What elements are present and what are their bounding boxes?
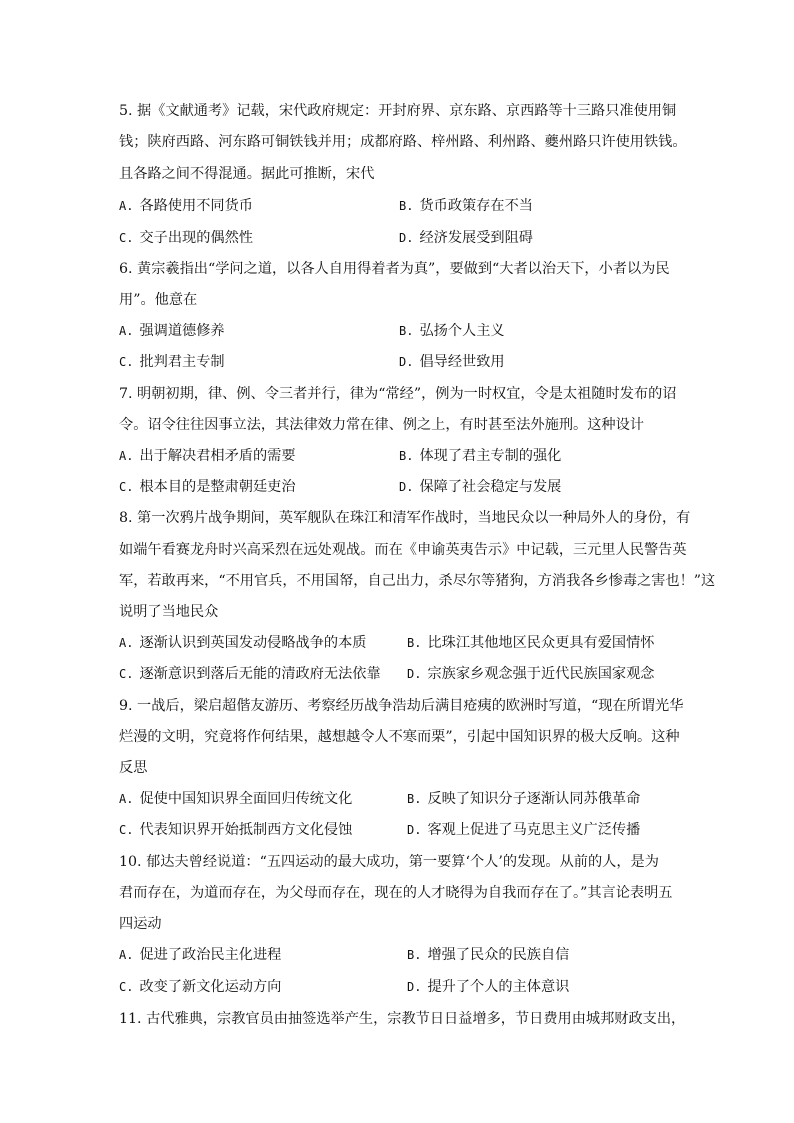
question-9-stem-line-1: 9. 一战后，梁启超偕友游历、考察经历战争浩劫后满目疮痍的欧洲时写道，“现在所谓光华	[119, 698, 684, 714]
option-letter: A.	[119, 199, 134, 213]
option-letter: D.	[407, 823, 422, 837]
option-text: 交子出现的偶然性	[139, 230, 253, 246]
option-text: 经济发展受到阻碍	[419, 230, 533, 246]
option-text: 根本目的是整肃朝廷吏治	[139, 479, 296, 495]
question-8-option-a[interactable]	[119, 633, 366, 653]
option-letter: D.	[407, 667, 422, 681]
option-letter: C.	[119, 231, 134, 245]
option-text: 弘扬个人主义	[419, 323, 505, 339]
option-letter: B.	[399, 449, 414, 463]
option-letter: B.	[399, 324, 414, 338]
question-10-option-a[interactable]	[119, 945, 281, 965]
option-letter: C.	[119, 355, 134, 369]
option-text: 强调道德修养	[139, 323, 225, 339]
question-8-option-c[interactable]	[119, 664, 381, 684]
option-letter: C.	[119, 823, 134, 837]
option-text: 比珠江其他地区民众更具有爱国情怀	[427, 635, 655, 651]
question-10-option-b[interactable]	[407, 945, 569, 965]
option-text: 保障了社会稳定与发展	[419, 479, 562, 495]
question-10-option-d[interactable]	[407, 977, 569, 997]
question-9-stem-line-2: 烂漫的文明，究竟将作何结果，越想越令人不寒而栗”，引起中国知识界的极大反响。这种	[119, 729, 680, 745]
option-letter: A.	[119, 792, 134, 806]
question-7-option-a[interactable]	[119, 446, 296, 466]
question-6-stem-line-2: 用”。他意在	[119, 292, 198, 308]
option-text: 宗族家乡观念强于近代民族国家观念	[427, 666, 655, 682]
question-7-stem-line-2: 令。诏令往往因事立法，其法律效力常在律、例之上，有时甚至法外施刑。这种设计	[119, 417, 644, 433]
option-letter: B.	[407, 948, 422, 962]
option-text: 客观上促进了马克思主义广泛传播	[427, 822, 641, 838]
question-5-stem-line-2: 钱；陕府西路、河东路可铜铁钱并用；成都府路、梓州路、利州路、夔州路只许使用铁钱。	[119, 134, 687, 150]
option-text: 促使中国知识界全面回归传统文化	[139, 791, 353, 807]
question-6-option-b[interactable]	[399, 321, 505, 341]
question-10-stem-line-1: 10. 郁达夫曾经说道：“五四运动的最大成功，第一要算‘个人’的发现。从前的人，是为	[119, 854, 659, 870]
option-text: 货币政策存在不当	[419, 198, 533, 214]
option-text: 体现了君主专制的强化	[419, 448, 562, 464]
option-letter: C.	[119, 480, 134, 494]
option-letter: D.	[407, 980, 422, 994]
option-letter: A.	[119, 636, 134, 650]
question-7-stem-line-1: 7. 明朝初期，律、例、令三者并行，律为“常经”，例为一时权宜，令是太祖随时发布的诏	[119, 386, 677, 402]
option-text: 逐渐认识到英国发动侵略战争的本质	[139, 635, 367, 651]
question-8-stem-line-4: 说明了当地民众	[119, 604, 219, 620]
question-5-option-d[interactable]	[399, 228, 533, 248]
question-5-stem-line-3: 且各路之间不得混通。据此可推断，宋代	[119, 166, 375, 182]
question-8-option-b[interactable]	[407, 633, 654, 653]
option-text: 提升了个人的主体意识	[427, 979, 570, 995]
question-8-stem-line-2: 如端午看赛龙舟时兴高采烈在远处观战。而在《申谕英夷告示》中记载，三元里人民警告英	[119, 542, 687, 558]
question-5-option-c[interactable]	[119, 228, 253, 248]
option-letter: D.	[399, 480, 414, 494]
option-letter: A.	[119, 948, 134, 962]
option-letter: C.	[119, 667, 134, 681]
question-10-stem-line-2: 君而存在，为道而存在，为父母而存在，现在的人才晓得为自我而存在了。”其言论表明五	[119, 885, 673, 901]
question-8-stem-line-3: 军，若敢再来，“不用官兵，不用国帑，自己出力，杀尽尔等猪狗，方消我各乡惨毒之害也！”这	[119, 573, 716, 589]
option-letter: D.	[399, 355, 414, 369]
question-8-stem-line-1: 8. 第一次鸦片战争期间，英军舰队在珠江和清军作战时，当地民众以一种局外人的身份，有	[119, 510, 691, 526]
option-text: 各路使用不同货币	[139, 198, 253, 214]
option-text: 改变了新文化运动方向	[139, 979, 282, 995]
question-9-option-b[interactable]	[407, 789, 640, 809]
question-7-option-c[interactable]	[119, 477, 296, 497]
question-7-option-d[interactable]	[399, 477, 561, 497]
option-letter: B.	[399, 199, 414, 213]
option-text: 反映了知识分子逐渐认同苏俄革命	[427, 791, 641, 807]
question-11-stem-line-1: 11. 古代雅典，宗教官员由抽签选举产生，宗教节日日益增多，节日费用由城邦财政支出，	[119, 1011, 686, 1027]
question-9-option-c[interactable]	[119, 820, 352, 840]
question-10-stem-line-3: 四运动	[119, 916, 162, 932]
option-text: 批判君主专制	[139, 354, 225, 370]
option-text: 倡导经世致用	[419, 354, 505, 370]
option-letter: B.	[407, 792, 422, 806]
question-8-option-d[interactable]	[407, 664, 654, 684]
option-text: 促进了政治民主化进程	[139, 947, 282, 963]
question-5-option-a[interactable]	[119, 196, 253, 216]
question-9-stem-line-3: 反思	[119, 760, 148, 776]
question-7-option-b[interactable]	[399, 446, 561, 466]
question-6-stem-line-1: 6. 黄宗羲指出“学问之道，以各人自用得着者为真”，要做到“大者以治天下，小者以为民	[119, 261, 670, 277]
question-5-stem-line-1: 5. 据《文献通考》记载，宋代政府规定：开封府界、京东路、京西路等十三路只准使用铜	[119, 103, 677, 119]
option-letter: D.	[399, 231, 414, 245]
question-9-option-a[interactable]	[119, 789, 352, 809]
question-6-option-d[interactable]	[399, 352, 505, 372]
option-text: 出于解决君相矛盾的需要	[139, 448, 296, 464]
question-5-option-b[interactable]	[399, 196, 533, 216]
option-letter: A.	[119, 449, 134, 463]
option-text: 逐渐意识到落后无能的清政府无法依靠	[139, 666, 381, 682]
option-letter: C.	[119, 980, 134, 994]
question-10-option-c[interactable]	[119, 977, 281, 997]
question-6-option-c[interactable]	[119, 352, 225, 372]
question-6-option-a[interactable]	[119, 321, 225, 341]
option-letter: B.	[407, 636, 422, 650]
option-letter: A.	[119, 324, 134, 338]
option-text: 增强了民众的民族自信	[427, 947, 570, 963]
option-text: 代表知识界开始抵制西方文化侵蚀	[139, 822, 353, 838]
question-9-option-d[interactable]	[407, 820, 640, 840]
